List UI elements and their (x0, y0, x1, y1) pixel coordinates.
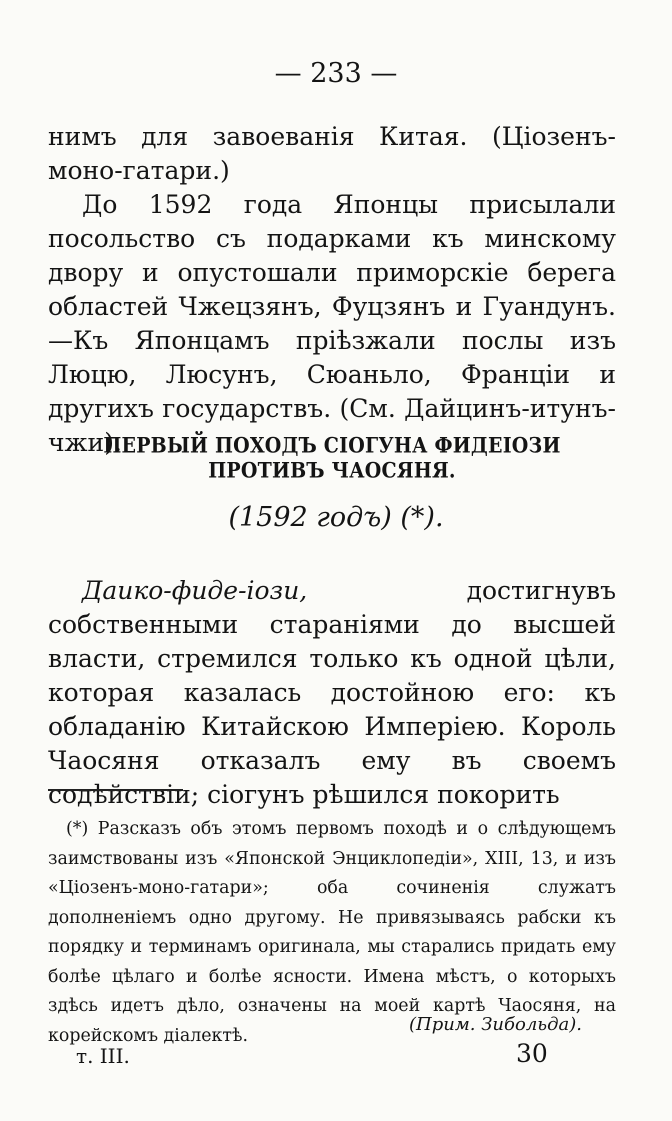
signature-mark: 30 (516, 1039, 548, 1068)
paragraph (48, 574, 616, 812)
section-heading: ПЕРВЫЙ ПОХОДЪ СІОГУНА ФИДЕІОЗИ ПРОТИВЪ ЧАОСЯНЯ. (103, 432, 561, 484)
footnote-attribution: (Прим. Зибольда). (409, 1014, 582, 1035)
emphasized-name: Даико-фиде-іози, (82, 576, 308, 605)
opening-text (48, 120, 616, 460)
page-number: — 233 — (274, 58, 398, 89)
year-subheading: (1592 годъ) (*). (228, 502, 444, 533)
footnote-text: (*) Разсказъ объ этомъ первомъ походѣ и о слѣдующемъ заимствованы изъ «Японской Энциклопедіи», XIII, 13, и изъ «Ціозенъ-моно-гатари»; оба сочиненія служатъ дополненіемъ одно другому. Не привязываясь рабски къ порядку и терминамъ оригинала, мы старались придать ему болѣе цѣлаго и болѣе ясности. Имена мѣстъ, о которыхъ здѣсь идетъ дѣло, означены на моей картѣ Чаосяня, на корейскомъ діалектѣ. (48, 819, 616, 1046)
footnote-divider (48, 789, 183, 791)
paragraph-body: достигнувъ собственными стараніями до высшей власти, стремился только къ одной цѣли, которая казалась достойною его: къ обладанію Китайскою Имперіею. Король Чаосяня отказалъ ему въ своемъ содѣйствіи; сіогунъ рѣшился покорить (48, 576, 616, 809)
paragraph: До 1592 года Японцы присылали посольство съ подарками къ минскому двору и опустошали приморскіе берега областей Чжецзянъ, Фуцзянъ и Гуандунъ.—Къ Японцамъ пріѣзжали послы изъ Люцю, Люсунъ, Сюаньло, Франціи и другихъ государствъ. (См. Дайцинъ-итунъ-чжи). (48, 190, 616, 457)
paragraph-continuation: нимъ для завоеванія Китая. (Ціозенъ-моно-гатари.) (48, 122, 616, 185)
volume-mark: т. III. (76, 1044, 130, 1068)
main-text (48, 574, 616, 812)
